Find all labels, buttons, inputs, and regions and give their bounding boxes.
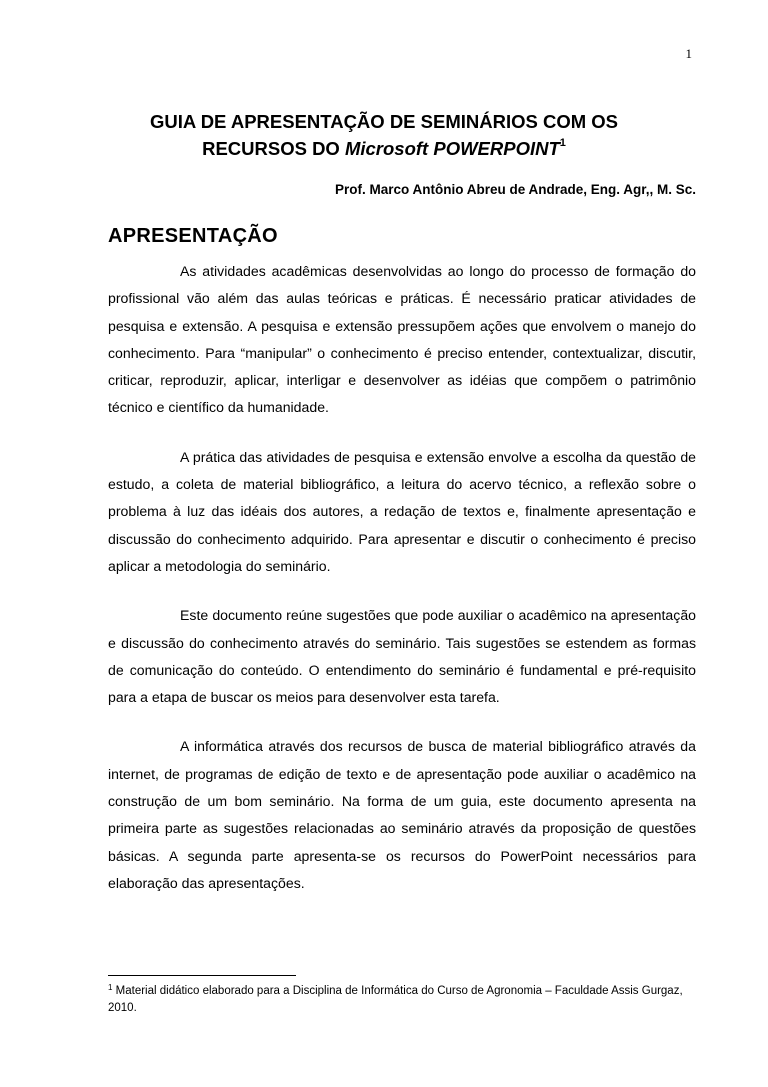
title-footnote-ref: 1	[559, 137, 566, 149]
paragraph-3: Este documento reúne sugestões que pode auxiliar o acadêmico na apresentação e discussão do conhecimento através do seminário. Tais sugestões se estendem as formas de comunicação do conteúdo. O entendimento do seminário é fundamental e pré-requisito para a etapa de buscar os meios para desenvolver esta tarefa.	[108, 607, 696, 706]
document-title	[0, 108, 768, 162]
body-text	[108, 258, 696, 919]
title-line-1: GUIA DE APRESENTAÇÃO DE SEMINÁRIOS COM OS	[149, 111, 619, 132]
title-line-2	[0, 135, 768, 162]
page-number: 1	[685, 46, 692, 61]
title-line-2-italic: Microsoft POWERPOINT	[344, 138, 560, 159]
paragraph-4: A informática através dos recursos de busca de material bibliográfico através da internet, de programas de edição de texto e de apresentação pode auxiliar o acadêmico na construção de um bom seminário. Na forma de um guia, este documento apresenta na primeira parte as sugestões relacionadas ao seminário através da proposição de questões básicas. A segunda parte apresenta-se os recursos do PowerPoint necessários para elaboração das apresentações.	[108, 738, 696, 891]
paragraph-1: As atividades acadêmicas desenvolvidas ao longo do processo de formação do profissional vão além das aulas teóricas e práticas. É necessário praticar atividades de pesquisa e extensão. A pesquisa e extensão pressupõem ações que envolvem o manejo do conhecimento. Para “manipular” o conhecimento é preciso entender, contextualizar, discutir, criticar, reproduzir, aplicar, interligar e desenvolver as idéias que compõem o patrimônio técnico e científico da humanidade.	[108, 263, 696, 416]
footnote-separator	[108, 975, 296, 976]
paragraph-2: A prática das atividades de pesquisa e extensão envolve a escolha da questão de estudo, a coleta de material bibliográfico, a leitura do acervo técnico, a reflexão sobre o problema à luz das idéais dos autores, a redação de textos e, finalmente apresentação e discussão do conhecimento adquirido. Para apresentar e discutir o conhecimento é preciso aplicar a metodologia do seminário.	[108, 448, 696, 574]
footnote	[108, 983, 698, 1017]
title-line-2-prefix: RECURSOS DO	[202, 138, 345, 159]
author-line: Prof. Marco Antônio Abreu de Andrade, Eng. Agr,, M. Sc.	[334, 182, 696, 197]
section-heading: APRESENTAÇÃO	[108, 225, 278, 247]
footnote-text: Material didático elaborado para a Disciplina de Informática do Curso de Agronomia – Faculdade Assis Gurgaz, 2010.	[108, 985, 683, 1014]
footnote-ref: 1	[108, 983, 113, 992]
